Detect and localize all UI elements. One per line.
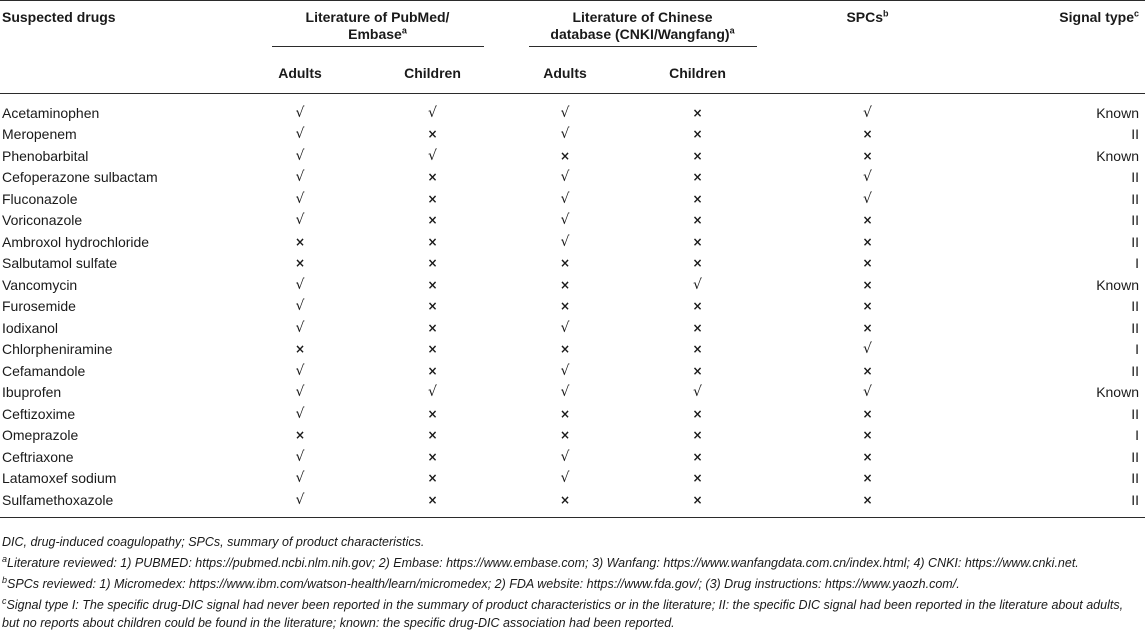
cell-pubmed-adults: √ — [295, 126, 305, 143]
cell-drug-name: Phenobarbital — [2, 147, 89, 164]
table-row — [0, 296, 1145, 318]
cell-drug-name: Ibuprofen — [2, 384, 62, 401]
cell-spcs: × — [862, 428, 873, 443]
cell-chinese-children: × — [692, 363, 703, 378]
cell-pubmed-adults: × — [294, 342, 306, 357]
cell-chinese-children: × — [692, 320, 703, 335]
cell-chinese-adults: √ — [560, 104, 570, 121]
subheader-empty-spc — [775, 59, 960, 94]
table-row — [0, 145, 1145, 167]
col-group-chinese-database: Literature of Chinese database (CNKI/Wangfang)$^a$ — [510, 1, 775, 60]
cell-pubmed-adults: √ — [295, 190, 305, 207]
cell-chinese-children: × — [692, 449, 703, 464]
cell-pubmed-adults: √ — [295, 276, 305, 293]
cell-drug-name: Meropenem — [2, 126, 77, 143]
cell-signal-type: Known — [1096, 276, 1139, 293]
cell-drug-name: Ceftizoxime — [2, 405, 76, 422]
cell-chinese-adults: × — [559, 148, 571, 163]
cell-drug-name: Omeprazole — [2, 427, 79, 444]
table-row — [0, 167, 1145, 189]
cell-pubmed-children: × — [427, 234, 438, 249]
cell-pubmed-children: × — [427, 449, 438, 464]
table-row — [0, 382, 1145, 404]
cell-spcs: × — [862, 471, 873, 486]
table-row — [0, 253, 1145, 275]
cell-chinese-adults: √ — [560, 233, 570, 250]
table-row — [0, 124, 1145, 146]
cell-chinese-adults: √ — [560, 470, 570, 487]
cell-pubmed-children: × — [427, 428, 438, 443]
subheader-empty-signal — [960, 59, 1145, 94]
table-row — [0, 489, 1145, 517]
cell-pubmed-children: × — [427, 277, 438, 292]
cell-chinese-adults: √ — [560, 319, 570, 336]
cell-spcs: √ — [863, 104, 872, 121]
cell-pubmed-children: × — [427, 342, 438, 357]
cell-signal-type: II — [1131, 190, 1139, 207]
cell-pubmed-children: × — [427, 471, 438, 486]
cell-chinese-children: × — [692, 191, 703, 206]
cell-spcs: × — [862, 213, 873, 228]
cell-pubmed-adults: √ — [295, 169, 305, 186]
cell-drug-name: Chlorpheniramine — [2, 341, 113, 358]
cell-chinese-adults: √ — [560, 362, 570, 379]
cell-signal-type: II — [1131, 298, 1139, 315]
cell-spcs: √ — [863, 190, 872, 207]
cell-signal-type: Known — [1096, 147, 1139, 164]
cell-chinese-children: × — [692, 428, 703, 443]
cell-signal-type: Known — [1096, 104, 1139, 121]
footnote-b: $^b$SPCs reviewed: 1) Micromedex: https://www.ibm.com/watson-health/learn/micromedex; 2) FDA website: https://www.fda.gov/; (3) Drug instructions: https://www.yaozh.com/. — [2, 574, 960, 591]
cell-pubmed-children: × — [427, 320, 438, 335]
cell-chinese-adults: × — [559, 277, 571, 292]
cell-pubmed-adults: √ — [295, 147, 305, 164]
cell-pubmed-children: √ — [428, 104, 437, 121]
cell-signal-type: Known — [1096, 384, 1139, 401]
cell-chinese-children: × — [620, 489, 775, 517]
cell-pubmed-adults: √ — [295, 298, 305, 315]
cell-spcs: √ — [863, 384, 872, 401]
cell-spcs: √ — [863, 341, 872, 358]
cell-chinese-children: × — [692, 471, 703, 486]
cell-chinese-adults: × — [559, 406, 571, 421]
cell-pubmed-children: × — [427, 191, 438, 206]
table-row — [0, 188, 1145, 210]
cell-chinese-children: × — [692, 148, 703, 163]
cell-chinese-adults: √ — [560, 212, 570, 229]
cell-signal-type: I — [1135, 341, 1139, 358]
col-header-signal-type: Signal type$^c$ — [1059, 8, 1139, 25]
cell-drug-name: Iodixanol — [2, 319, 59, 336]
subheader-empty — [0, 59, 245, 94]
table-row — [0, 317, 1145, 339]
table-row — [0, 231, 1145, 253]
header-row-groups — [0, 1, 1145, 60]
table-row — [0, 468, 1145, 490]
cell-pubmed-children: √ — [428, 384, 437, 401]
cell-drug-name: Acetaminophen — [2, 104, 100, 121]
cell-chinese-children: × — [692, 213, 703, 228]
cell-pubmed-adults: √ — [295, 448, 305, 465]
table-row — [0, 339, 1145, 361]
cell-pubmed-adults: √ — [295, 470, 305, 487]
cell-pubmed-children: × — [427, 256, 438, 271]
cell-chinese-adults: × — [559, 428, 571, 443]
cell-chinese-children: × — [692, 299, 703, 314]
cell-spcs: × — [862, 256, 873, 271]
cell-pubmed-adults: √ — [295, 212, 305, 229]
subheader-pubmed-adults: Adults — [245, 59, 355, 94]
table-row — [0, 425, 1145, 447]
cell-spcs: × — [862, 277, 873, 292]
cell-chinese-children: × — [692, 342, 703, 357]
subheader-pubmed-children: Children — [355, 59, 510, 94]
cell-pubmed-adults: × — [294, 428, 306, 443]
cell-chinese-adults: √ — [560, 190, 570, 207]
cell-chinese-children: × — [692, 406, 703, 421]
cell-chinese-adults: √ — [560, 384, 570, 401]
cell-drug-name: Latamoxef sodium — [2, 470, 117, 487]
cell-drug-name: Salbutamol sulfate — [2, 255, 118, 272]
cell-pubmed-children: × — [427, 299, 438, 314]
table-row — [0, 210, 1145, 232]
table-row — [0, 446, 1145, 468]
footnote-a: $^a$Literature reviewed: 1) PUBMED: https://pubmed.ncbi.nlm.nih.gov; 2) Embase: https://www.embase.com; 3) Wanfang: https://www.wanfangdata.com.cn/index.html; 4) CNKI: https://www.cnki.net. — [2, 553, 1079, 570]
cell-pubmed-children: × — [427, 170, 438, 185]
cell-pubmed-adults: × — [294, 256, 306, 271]
table-row — [0, 94, 1145, 124]
cell-signal-type: II — [1131, 448, 1139, 465]
table-body — [0, 94, 1145, 518]
cell-signal-type: II — [1131, 233, 1139, 250]
cell-drug-name: Vancomycin — [2, 276, 78, 293]
cell-spcs: × — [862, 363, 873, 378]
cell-spcs: × — [862, 406, 873, 421]
cell-signal-type: I — [1135, 427, 1139, 444]
table-footnotes — [2, 533, 1142, 635]
cell-pubmed-adults: √ — [295, 384, 305, 401]
table-row — [0, 274, 1145, 296]
cell-pubmed-children: × — [355, 489, 510, 517]
cell-drug-name: Cefamandole — [2, 362, 86, 379]
footnote-abbreviations: DIC, drug-induced coagulopathy; SPCs, summary of product characteristics. — [2, 535, 425, 549]
cell-spcs: × — [862, 234, 873, 249]
cell-chinese-adults: × — [559, 256, 571, 271]
cell-spcs: × — [862, 320, 873, 335]
cell-signal-type: II — [1131, 126, 1139, 143]
cell-signal-type: II — [1131, 212, 1139, 229]
cell-chinese-children: √ — [693, 384, 702, 401]
cell-drug-name: Ambroxol hydrochloride — [2, 233, 150, 250]
cell-pubmed-adults: √ — [295, 319, 305, 336]
col-header-suspected-drugs: Suspected drugs — [2, 9, 116, 25]
cell-chinese-adults: √ — [560, 126, 570, 143]
cell-chinese-adults: √ — [560, 169, 570, 186]
cell-drug-name: Fluconazole — [2, 190, 78, 207]
col-header-spcs: SPCs$^b$ — [846, 8, 889, 25]
cell-drug-name: Furosemide — [2, 298, 76, 315]
cell-spcs: × — [862, 449, 873, 464]
cell-spcs: √ — [863, 169, 872, 186]
cell-drug-name: Voriconazole — [2, 212, 83, 229]
footnote-c: $^c$Signal type I: The specific drug-DIC signal had never been reported in the summary of product characteristics or in the literature; II: the specific DIC signal had been reported in the literature about adults, but no reports about children could be found in the literature; known: the specific drug-DIC association had been reported. — [2, 595, 1124, 630]
cell-spcs: × — [775, 489, 960, 517]
cell-chinese-children: × — [692, 170, 703, 185]
cell-pubmed-adults: √ — [295, 362, 305, 379]
cell-chinese-children: × — [692, 234, 703, 249]
cell-pubmed-children: × — [427, 213, 438, 228]
cell-spcs: × — [862, 299, 873, 314]
cell-spcs: × — [862, 127, 873, 142]
cell-signal-type: I — [1135, 255, 1139, 272]
cell-pubmed-children: × — [427, 127, 438, 142]
cell-drug-name: Cefoperazone sulbactam — [2, 169, 158, 186]
cell-drug-name: Ceftriaxone — [2, 448, 74, 465]
table-row — [0, 403, 1145, 425]
cell-pubmed-adults: √ — [245, 489, 355, 517]
cell-pubmed-adults: √ — [295, 104, 305, 121]
cell-pubmed-children: × — [427, 363, 438, 378]
cell-chinese-adults: × — [559, 299, 571, 314]
cell-chinese-children: × — [692, 127, 703, 142]
header-row-subcolumns — [0, 59, 1145, 94]
cell-chinese-children: × — [692, 105, 703, 120]
cell-chinese-adults: √ — [560, 448, 570, 465]
subheader-chinese-adults: Adults — [510, 59, 620, 94]
cell-pubmed-adults: √ — [295, 405, 305, 422]
cell-spcs: × — [862, 148, 873, 163]
cell-chinese-adults: × — [559, 342, 571, 357]
cell-chinese-children: × — [692, 256, 703, 271]
cell-drug-name: Sulfamethoxazole — [0, 489, 245, 517]
col-group-pubmed-embase: Literature of PubMed/ Embase$^a$ — [245, 1, 510, 60]
cell-signal-type: II — [1131, 405, 1139, 422]
cell-pubmed-adults: × — [294, 234, 306, 249]
cell-signal-type: II — [1131, 169, 1139, 186]
subheader-chinese-children: Children — [620, 59, 775, 94]
cell-signal-type: II — [960, 489, 1145, 517]
table-row — [0, 360, 1145, 382]
cell-chinese-adults: × — [510, 489, 620, 517]
cell-signal-type: II — [1131, 319, 1139, 336]
cell-signal-type: II — [1131, 470, 1139, 487]
cell-pubmed-children: √ — [428, 147, 437, 164]
cell-chinese-children: √ — [693, 276, 702, 293]
cell-pubmed-children: × — [427, 406, 438, 421]
cell-signal-type: II — [1131, 362, 1139, 379]
